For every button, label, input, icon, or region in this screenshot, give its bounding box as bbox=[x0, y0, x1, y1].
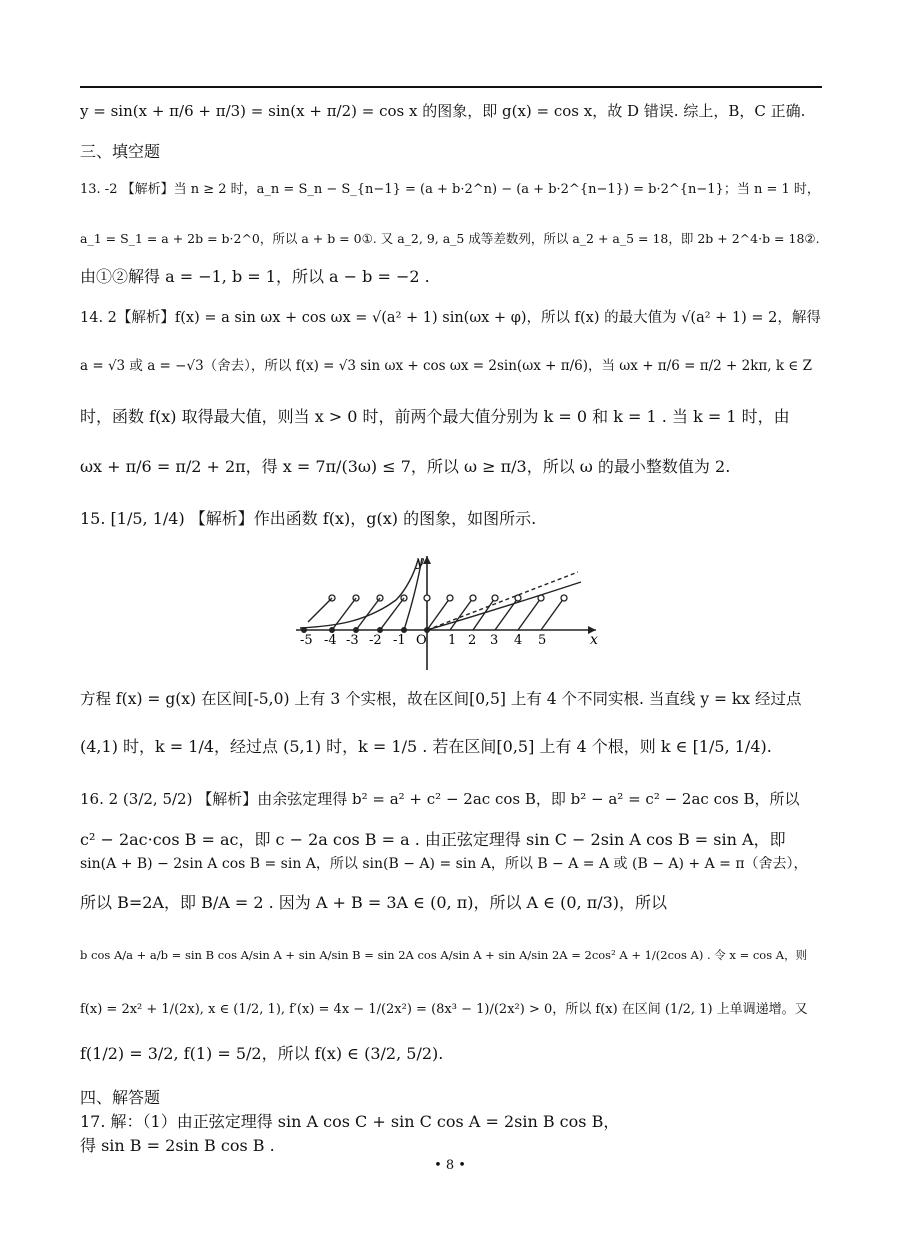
text-line-q14-d: ωx + π/6 = π/2 + 2π，得 x = 7π/(3ω) ≤ 7，所以 ω ≥ π/3，所以 ω 的最小整数值为 2. bbox=[80, 457, 731, 476]
tick-label: -4 bbox=[324, 633, 337, 648]
tick-label: -3 bbox=[346, 633, 359, 648]
tick-label: 4 bbox=[514, 633, 523, 648]
text-line-q13-c: 由①②解得 a = −1, b = 1，所以 a − b = −2 . bbox=[80, 267, 430, 286]
text-line-q15-a: 15. [1/5, 1/4) 【解析】作出函数 f(x)，g(x) 的图象，如图所示. bbox=[80, 509, 537, 528]
text-line-q17-b: 得 sin B = 2sin B cos B . bbox=[80, 1136, 275, 1155]
f-sawtooth bbox=[427, 598, 564, 630]
tick-label: 1 bbox=[448, 633, 457, 648]
text-line-q16-a: 16. 2 (3/2, 5/2) 【解析】由余弦定理得 b² = a² + c² − 2ac cos B，即 b² − a² = c² − 2ac cos B，所以 bbox=[80, 790, 800, 808]
section-heading-solutions: 四、解答题 bbox=[80, 1088, 161, 1107]
y-axis-arrow bbox=[423, 556, 431, 564]
tick-label: O bbox=[416, 633, 427, 648]
text-line-q13-a: 13. -2 【解析】当 n ≥ 2 时，a_n = S_n − S_{n−1} = (a + b·2^n) − (a + b·2^{n−1}) = b·2^{n−1}；当 n = 1 时， bbox=[80, 182, 820, 197]
text-line-q16-g: f(1/2) = 3/2, f(1) = 5/2，所以 f(x) ∈ (3/2, 5/2). bbox=[80, 1044, 444, 1063]
text-line-q16-d: 所以 B=2A，即 B/A = 2 . 因为 A + B = 3A ∈ (0, π)，所以 A ∈ (0, π/3)，所以 bbox=[80, 893, 668, 912]
text-line-q13-b: a_1 = S_1 = a + 2b = b·2^0，所以 a + b = 0①. 又 a_2, 9, a_5 成等差数列，所以 a_2 + a_5 = 18，即 2b + 2^4·b = 18②. bbox=[80, 231, 820, 246]
tick-label: -2 bbox=[369, 633, 382, 648]
header-rule bbox=[80, 86, 822, 88]
tick-label: -5 bbox=[300, 633, 313, 648]
text-line-1: y = sin(x + π/6 + π/3) = sin(x + π/2) = cos x 的图象，即 g(x) = cos x，故 D 错误. 综上，B，C 正确. bbox=[80, 102, 806, 120]
text-line-q16-e: b cos A/a + a/b = sin B cos A/sin A + sin A/sin B = sin 2A cos A/sin A + sin A/sin 2A = 2cos² A + 1/(2cos A) . 令 x = cos A，则 bbox=[80, 948, 808, 962]
y-axis-label: y bbox=[416, 554, 424, 570]
text-line-q15-c: (4,1) 时，k = 1/4，经过点 (5,1) 时，k = 1/5 . 若在区间[0,5] 上有 4 个根，则 k ∈ [1/5, 1/4). bbox=[80, 737, 772, 756]
text-line-q16-b: c² − 2ac·cos B = ac，即 c − 2a cos B = a . 由正弦定理得 sin C − 2sin A cos B = sin A，即 bbox=[80, 830, 786, 849]
tick-label: -1 bbox=[393, 633, 406, 648]
x-axis-label: x bbox=[590, 632, 598, 648]
text-line-q16-c: sin(A + B) − 2sin A cos B = sin A，所以 sin(B − A) = sin A，所以 B − A = A 或 (B − A) + A = π（舍去）， bbox=[80, 856, 808, 872]
tick-label: 5 bbox=[538, 633, 547, 648]
text-line-q14-b: a = √3 或 a = −√3（舍去），所以 f(x) = √3 sin ωx + cos ωx = 2sin(ωx + π/6)，当 ωx + π/6 = π/2 + 2kπ, k ∈ Z bbox=[80, 358, 812, 374]
function-graph bbox=[296, 552, 606, 672]
g-curve-left bbox=[300, 560, 418, 628]
text-line-q14-a: 14. 2【解析】f(x) = a sin ωx + cos ωx = √(a² + 1) sin(ωx + φ)，所以 f(x) 的最大值为 √(a² + 1) = 2，解得 bbox=[80, 310, 821, 326]
text-line-q14-c: 时，函数 f(x) 取得最大值，则当 x > 0 时，前两个最大值分别为 k = 0 和 k = 1 . 当 k = 1 时，由 bbox=[80, 407, 790, 426]
text-line-q16-f: f(x) = 2x² + 1/(2x), x ∈ (1/2, 1), f′(x) = 4x − 1/(2x²) = (8x³ − 1)/(2x²) > 0，所以 f(x) 在区间 (1/2, 1) 上单调递增。又 bbox=[80, 1002, 808, 1017]
tick-label: 3 bbox=[490, 633, 499, 648]
text-line-q17-a: 17. 解：（1）由正弦定理得 sin A cos C + sin C cos A = 2sin B cos B， bbox=[80, 1112, 620, 1131]
section-heading-fill-in: 三、填空题 bbox=[80, 142, 161, 161]
f-left bbox=[308, 558, 422, 630]
text-line-q15-b: 方程 f(x) = g(x) 在区间[-5,0) 上有 3 个实根，故在区间[0,5] 上有 4 个不同实根. 当直线 y = kx 经过点 bbox=[80, 690, 802, 708]
tick-label: 2 bbox=[468, 633, 477, 648]
page-number: • 8 • bbox=[434, 1158, 466, 1173]
